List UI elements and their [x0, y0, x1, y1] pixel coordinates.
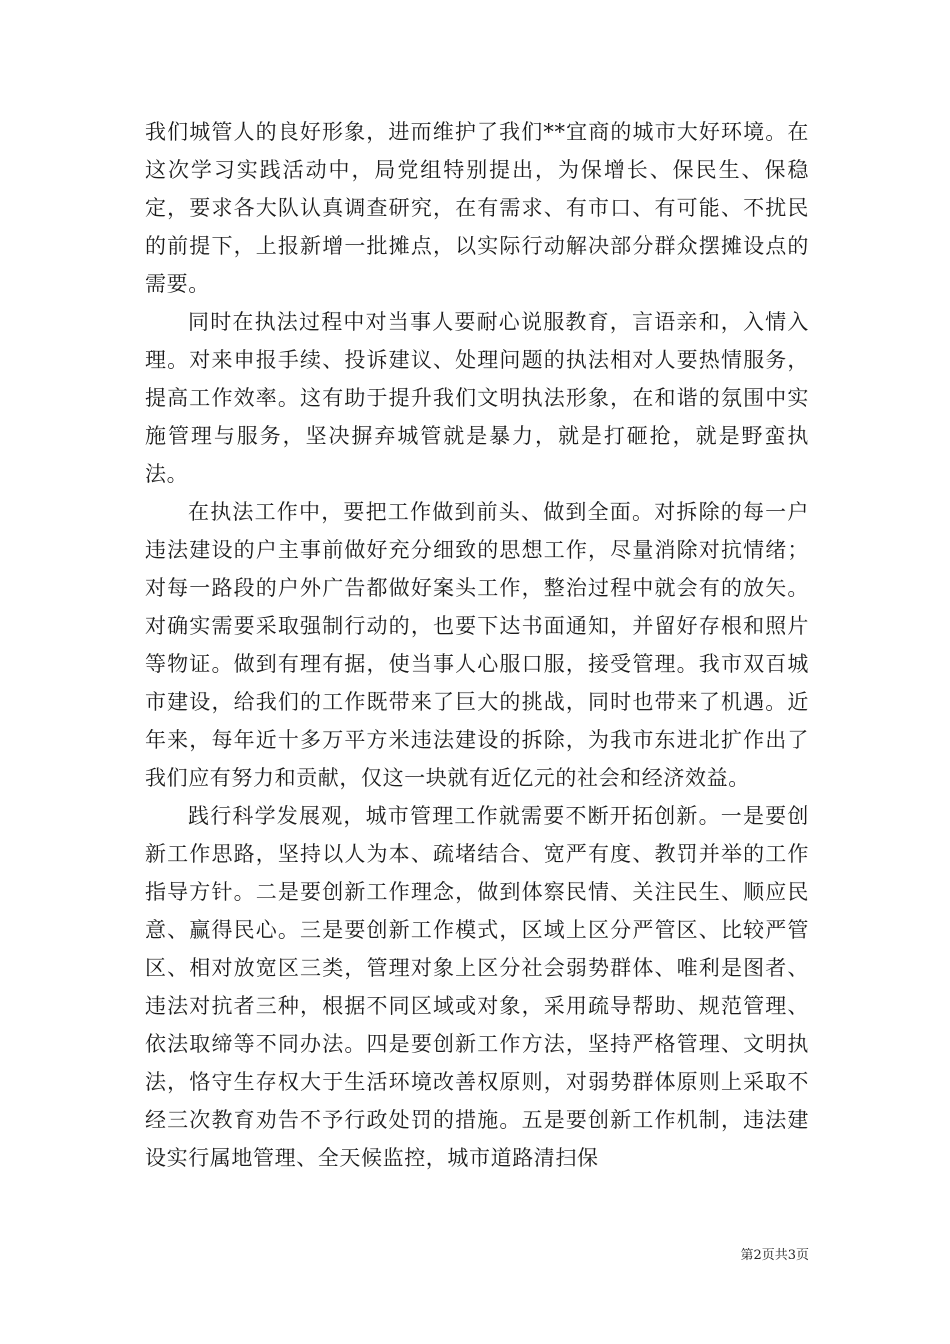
- paragraph-innovation: 践行科学发展观，城市管理工作就需要不断开拓创新。一是要创新工作思路，坚持以人为本、疏堵结合、宽严有度、教罚并举的工作指导方针。二是要创新工作理念，做到体察民情、关注民生、顺应民意、赢得民心。三是要创新工作模式，区域上区分严管区、比较严管区、相对放宽区三类，管理对象上区分社会弱势群体、唯利是图者、违法对抗者三种，根据不同区域或对象，采用疏导帮助、规范管理、依法取缔等不同办法。四是要创新工作方法，坚持严格管理、文明执法，恪守生存权大于生活环境改善权原则，对弱势群体原则上采取不经三次教育劝告不予行政处罚的措施。五是要创新工作机制，违法建设实行属地管理、全天候监控，城市道路清扫保: [145, 804, 809, 1170]
- paragraph-enforcement-work: 在执法工作中，要把工作做到前头、做到全面。对拆除的每一户违法建设的户主事前做好充分细致的思想工作，尽量消除对抗情绪；对每一路段的户外广告都做好案头工作，整治过程中就会有的放矢。对确实需要采取强制行动的，也要下达书面通知，并留好存根和照片等物证。做到有理有据，使当事人心服口服，接受管理。我市双百城市建设，给我们的工作既带来了巨大的挑战，同时也带来了机遇。近年来，每年近十多万平方米违法建设的拆除，为我市东进北扩作出了我们应有努力和贡献，仅这一块就有近亿元的社会和经济效益。: [145, 500, 809, 790]
- document-body: [145, 113, 809, 1177]
- paragraph-continuation: 我们城管人的良好形象，进而维护了我们**宜商的城市大好环境。在这次学习实践活动中，局党组特别提出，为保增长、保民生、保稳定，要求各大队认真调查研究，在有需求、有市口、有可能、不扰民的前提下，上报新增一批摊点，以实际行动解决部分群众摆摊设点的需要。: [145, 120, 809, 296]
- page-number-footer: 第2页共3页: [740, 1248, 809, 1263]
- paragraph-patient-persuasion: 同时在执法过程中对当事人要耐心说服教育，言语亲和，入情入理。对来申报手续、投诉建议、处理问题的执法相对人要热情服务，提高工作效率。这有助于提升我们文明执法形象，在和谐的氛围中实施管理与服务，坚决摒弃城管就是暴力，就是打砸抢，就是野蛮执法。: [145, 310, 809, 486]
